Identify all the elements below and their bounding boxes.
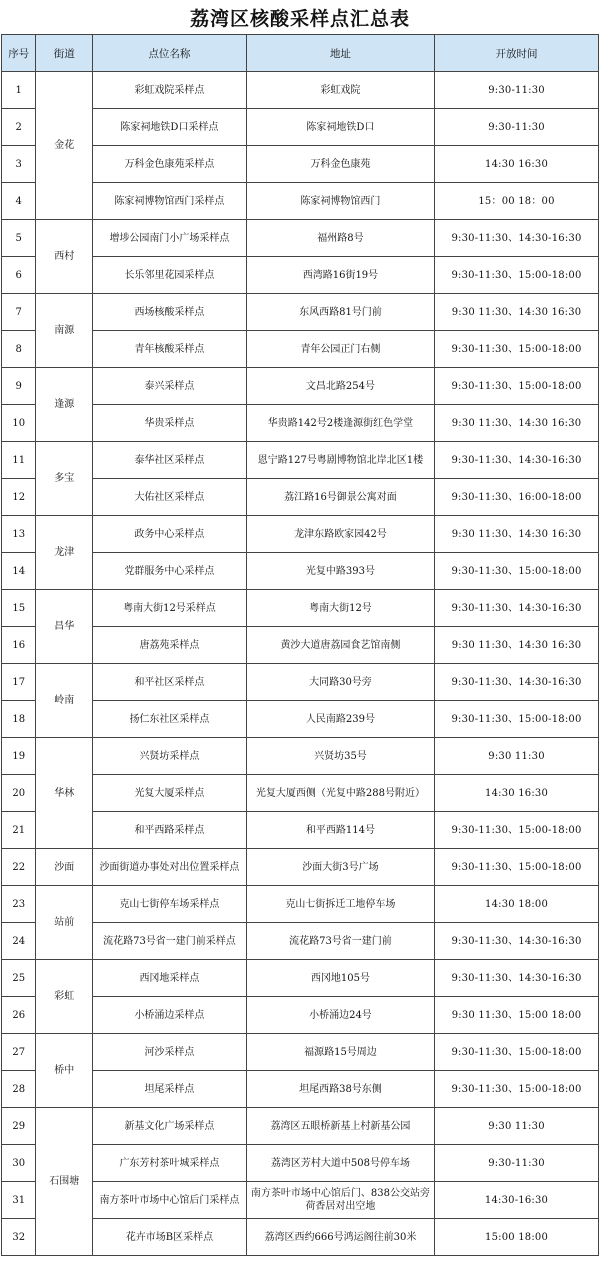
cell-address: 光复大厦西侧（光复中路288号附近） (246, 775, 434, 812)
cell-address: 陈家祠博物馆西门 (246, 183, 434, 220)
cell-site-name: 坦尾采样点 (93, 1071, 247, 1108)
cell-time: 9:30-11:30、14:30-16:30 (435, 590, 599, 627)
table-header-row (2, 35, 599, 72)
cell-address: 荔湾区西约666号鸿运阁往前30米 (246, 1219, 434, 1256)
cell-address: 荔江路16号御景公寓对面 (246, 479, 434, 516)
cell-site-name: 花卉市场B区采样点 (93, 1219, 247, 1256)
cell-address: 和平西路114号 (246, 812, 434, 849)
cell-street: 西村 (36, 220, 93, 294)
cell-no: 10 (2, 405, 36, 442)
cell-address: 沙面大街3号广场 (246, 849, 434, 886)
cell-no: 6 (2, 257, 36, 294)
cell-address: 人民南路239号 (246, 701, 434, 738)
cell-no: 27 (2, 1034, 36, 1071)
cell-site-name: 万科金色康苑采样点 (93, 146, 247, 183)
cell-site-name: 西场核酸采样点 (93, 294, 247, 331)
cell-site-name: 泰华社区采样点 (93, 442, 247, 479)
cell-no: 24 (2, 923, 36, 960)
cell-site-name: 南方茶叶市场中心馆后门采样点 (93, 1182, 247, 1219)
cell-address: 福源路15号周边 (246, 1034, 434, 1071)
cell-address: 西湾路16街19号 (246, 257, 434, 294)
cell-no: 22 (2, 849, 36, 886)
cell-site-name: 增埗公园南门小广场采样点 (93, 220, 247, 257)
cell-site-name: 沙面街道办事处对出位置采样点 (93, 849, 247, 886)
cell-site-name: 青年核酸采样点 (93, 331, 247, 368)
header-no: 序号 (2, 35, 36, 72)
cell-site-name: 大佑社区采样点 (93, 479, 247, 516)
cell-street: 多宝 (36, 442, 93, 516)
cell-address: 坦尾西路38号东侧 (246, 1071, 434, 1108)
cell-site-name: 新基文化广场采样点 (93, 1108, 247, 1145)
table-row (2, 960, 599, 997)
table-row (2, 1034, 599, 1071)
cell-site-name: 泰兴采样点 (93, 368, 247, 405)
header-name: 点位名称 (93, 35, 247, 72)
cell-no: 32 (2, 1219, 36, 1256)
table-row (2, 849, 599, 886)
cell-address: 彩虹戏院 (246, 72, 434, 109)
cell-address: 流花路73号省一建门前 (246, 923, 434, 960)
cell-street: 石围塘 (36, 1108, 93, 1256)
cell-time: 14:30 16:30 (435, 775, 599, 812)
cell-address: 陈家祠地铁D口 (246, 109, 434, 146)
cell-time: 14:30 18:00 (435, 886, 599, 923)
table-row (2, 886, 599, 923)
cell-street: 彩虹 (36, 960, 93, 1034)
header-street: 街道 (36, 35, 93, 72)
cell-no: 31 (2, 1182, 36, 1219)
table-body (2, 72, 599, 1256)
cell-time: 9:30-11:30、15:00-18:00 (435, 368, 599, 405)
cell-no: 14 (2, 553, 36, 590)
cell-time: 9:30-11:30、15:00-18:00 (435, 701, 599, 738)
cell-address: 光复中路393号 (246, 553, 434, 590)
cell-site-name: 流花路73号省一建门前采样点 (93, 923, 247, 960)
cell-time: 9:30-11:30、15:00-18:00 (435, 1034, 599, 1071)
cell-address: 青年公园正门右侧 (246, 331, 434, 368)
table-row (2, 294, 599, 331)
cell-time: 9:30-11:30 (435, 109, 599, 146)
cell-site-name: 河沙采样点 (93, 1034, 247, 1071)
cell-address: 西冈地105号 (246, 960, 434, 997)
cell-site-name: 小桥涌边采样点 (93, 997, 247, 1034)
cell-address: 大同路30号旁 (246, 664, 434, 701)
cell-time: 9:30-11:30、14:30-16:30 (435, 220, 599, 257)
cell-street: 岭南 (36, 664, 93, 738)
cell-no: 9 (2, 368, 36, 405)
cell-no: 7 (2, 294, 36, 331)
cell-site-name: 克山七街停车场采样点 (93, 886, 247, 923)
cell-time: 15:00 18:00 (435, 1219, 599, 1256)
cell-no: 30 (2, 1145, 36, 1182)
cell-time: 9:30 11:30、14:30 16:30 (435, 627, 599, 664)
cell-address: 粤南大街12号 (246, 590, 434, 627)
table-row (2, 664, 599, 701)
cell-site-name: 陈家祠地铁D口采样点 (93, 109, 247, 146)
cell-site-name: 粤南大街12号采样点 (93, 590, 247, 627)
cell-street: 南源 (36, 294, 93, 368)
cell-time: 9:30 11:30、15:00 18:00 (435, 997, 599, 1034)
cell-site-name: 唐荔苑采样点 (93, 627, 247, 664)
cell-time: 9:30-11:30、15:00-18:00 (435, 849, 599, 886)
cell-address: 文昌北路254号 (246, 368, 434, 405)
cell-no: 4 (2, 183, 36, 220)
cell-time: 9:30 11:30 (435, 1108, 599, 1145)
cell-time: 9:30-11:30、15:00-18:00 (435, 553, 599, 590)
cell-site-name: 扬仁东社区采样点 (93, 701, 247, 738)
cell-no: 11 (2, 442, 36, 479)
cell-time: 9:30-11:30 (435, 72, 599, 109)
cell-address: 兴贤坊35号 (246, 738, 434, 775)
cell-time: 9:30-11:30、14:30-16:30 (435, 664, 599, 701)
cell-site-name: 和平西路采样点 (93, 812, 247, 849)
cell-no: 25 (2, 960, 36, 997)
cell-address: 克山七街拆迁工地停车场 (246, 886, 434, 923)
cell-no: 3 (2, 146, 36, 183)
cell-time: 9:30-11:30、16:00-18:00 (435, 479, 599, 516)
cell-no: 20 (2, 775, 36, 812)
cell-no: 29 (2, 1108, 36, 1145)
cell-time: 9:30 11:30、14:30 16:30 (435, 405, 599, 442)
cell-street: 昌华 (36, 590, 93, 664)
cell-time: 9:30-11:30、15:00-18:00 (435, 1071, 599, 1108)
cell-time: 9:30-11:30、15:00-18:00 (435, 331, 599, 368)
cell-no: 26 (2, 997, 36, 1034)
cell-street: 桥中 (36, 1034, 93, 1108)
cell-no: 8 (2, 331, 36, 368)
cell-address: 恩宁路127号粤剧博物馆北岸北区1楼 (246, 442, 434, 479)
cell-no: 28 (2, 1071, 36, 1108)
cell-site-name: 和平社区采样点 (93, 664, 247, 701)
page-title: 荔湾区核酸采样点汇总表 (189, 8, 410, 30)
cell-site-name: 长乐邻里花园采样点 (93, 257, 247, 294)
cell-time: 9:30 11:30 (435, 738, 599, 775)
cell-address: 荔湾区五眼桥新基上村新基公园 (246, 1108, 434, 1145)
cell-no: 18 (2, 701, 36, 738)
cell-site-name: 西冈地采样点 (93, 960, 247, 997)
cell-time: 9:30-11:30 (435, 1145, 599, 1182)
cell-time: 9:30-11:30、14:30-16:30 (435, 960, 599, 997)
cell-no: 16 (2, 627, 36, 664)
sampling-sites-table (1, 34, 599, 1256)
cell-time: 9:30 11:30、14:30 16:30 (435, 516, 599, 553)
table-row (2, 1108, 599, 1145)
cell-street: 沙面 (36, 849, 93, 886)
cell-address: 东风西路81号门前 (246, 294, 434, 331)
cell-site-name: 党群服务中心采样点 (93, 553, 247, 590)
cell-street: 逢源 (36, 368, 93, 442)
cell-address: 福州路8号 (246, 220, 434, 257)
table-row (2, 590, 599, 627)
cell-no: 2 (2, 109, 36, 146)
table-row (2, 442, 599, 479)
cell-site-name: 陈家祠博物馆西门采样点 (93, 183, 247, 220)
cell-address: 南方茶叶市场中心馆后门、838公交站旁荷香居对出空地 (246, 1182, 434, 1219)
cell-time: 9:30-11:30、15:00-18:00 (435, 257, 599, 294)
header-time: 开放时间 (435, 35, 599, 72)
cell-time: 9:30 11:30、14:30 16:30 (435, 294, 599, 331)
cell-no: 5 (2, 220, 36, 257)
cell-no: 23 (2, 886, 36, 923)
cell-address: 万科金色康苑 (246, 146, 434, 183)
table-row (2, 738, 599, 775)
table-row (2, 368, 599, 405)
table-row (2, 220, 599, 257)
cell-street: 龙津 (36, 516, 93, 590)
cell-site-name: 兴贤坊采样点 (93, 738, 247, 775)
cell-no: 21 (2, 812, 36, 849)
cell-street: 华林 (36, 738, 93, 849)
cell-address: 荔湾区芳村大道中508号停车场 (246, 1145, 434, 1182)
cell-address: 黄沙大道唐荔园食艺馆南侧 (246, 627, 434, 664)
table-row (2, 516, 599, 553)
cell-no: 12 (2, 479, 36, 516)
cell-time: 9:30-11:30、14:30-16:30 (435, 442, 599, 479)
cell-site-name: 光复大厦采样点 (93, 775, 247, 812)
cell-address: 华贵路142号2楼逢源街红色学堂 (246, 405, 434, 442)
cell-time: 14:30 16:30 (435, 146, 599, 183)
cell-time: 9:30-11:30、14:30-16:30 (435, 923, 599, 960)
cell-address: 小桥涌边24号 (246, 997, 434, 1034)
cell-no: 13 (2, 516, 36, 553)
cell-site-name: 彩虹戏院采样点 (93, 72, 247, 109)
cell-time: 14:30-16:30 (435, 1182, 599, 1219)
cell-no: 17 (2, 664, 36, 701)
header-address: 地址 (246, 35, 434, 72)
cell-site-name: 广东芳村茶叶城采样点 (93, 1145, 247, 1182)
cell-no: 1 (2, 72, 36, 109)
cell-site-name: 华贵采样点 (93, 405, 247, 442)
cell-no: 15 (2, 590, 36, 627)
cell-address: 龙津东路欧家园42号 (246, 516, 434, 553)
cell-no: 19 (2, 738, 36, 775)
cell-street: 金花 (36, 72, 93, 220)
cell-time: 15：00 18：00 (435, 183, 599, 220)
cell-site-name: 政务中心采样点 (93, 516, 247, 553)
cell-street: 站前 (36, 886, 93, 960)
table-row (2, 72, 599, 109)
cell-time: 9:30-11:30、15:00-18:00 (435, 812, 599, 849)
